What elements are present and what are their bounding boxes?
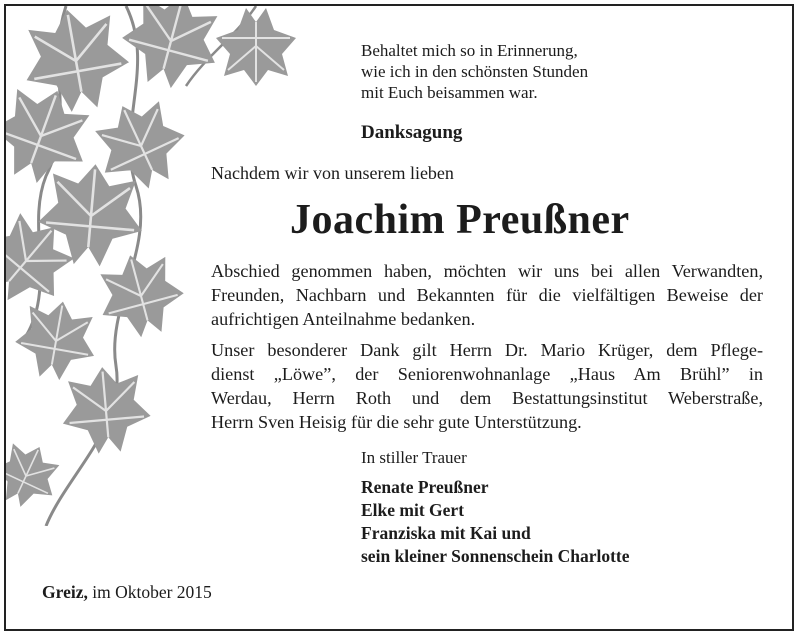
- signer-name: Franziska mit Kai und: [361, 523, 531, 543]
- signer-name: Renate Preußner: [361, 477, 489, 497]
- motto-line: wie ich in den schönsten Stunden: [361, 62, 589, 81]
- thanks-paragraph: [211, 259, 763, 331]
- paragraph-line: Abschied genommen haben, möchten wir uns bei allen Verwandten,: [211, 261, 763, 281]
- deceased-name: Joachim Preußner: [290, 197, 630, 243]
- signer-name: Elke mit Gert: [361, 500, 465, 520]
- heading: Danksagung: [361, 122, 463, 143]
- paragraph-line: aufrichtigen Anteilnahme bedanken.: [211, 309, 476, 329]
- date-text: im Oktober 2015: [92, 582, 212, 602]
- motto-line: mit Euch beisammen war.: [361, 83, 538, 102]
- paragraph-line: Werdau, Herrn Roth und dem Bestattungsinstitut Weberstraße,: [211, 388, 763, 408]
- intro-text: Nachdem wir von unserem lieben: [211, 163, 454, 183]
- mourning-label: In stiller Trauer: [361, 448, 467, 467]
- place-name: Greiz,: [42, 582, 88, 602]
- signer-name: sein kleiner Sonnenschein Charlotte: [361, 546, 630, 566]
- motto-line: Behaltet mich so in Erinnerung,: [361, 41, 578, 60]
- signers-list: [361, 476, 630, 568]
- special-thanks-paragraph: [211, 338, 763, 434]
- paragraph-line: Herrn Sven Heisig für die sehr gute Unterstützung.: [211, 412, 582, 432]
- paragraph-line: Unser besonderer Dank gilt Herrn Dr. Mario Krüger, dem Pflege-: [211, 340, 763, 360]
- obituary-notice: [4, 4, 794, 631]
- place-date: [42, 582, 212, 603]
- paragraph-line: dienst „Löwe”, der Seniorenwohnanlage „Haus Am Brühl” in: [211, 364, 763, 384]
- paragraph-line: Freunden, Nachbarn und Bekannten für die vielfältigen Beweise der: [211, 285, 763, 305]
- motto-verse: [361, 40, 588, 103]
